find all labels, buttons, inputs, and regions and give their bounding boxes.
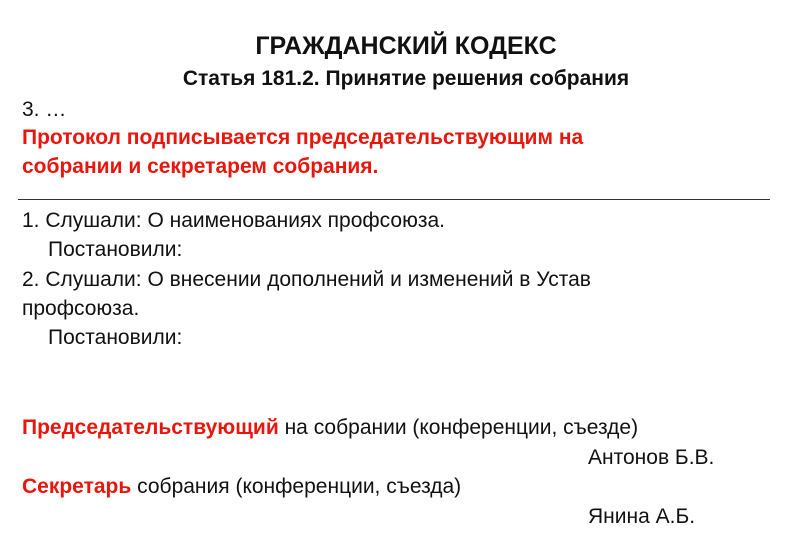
article-rule-line-2: собрании и секретарем собрания. xyxy=(22,155,379,178)
chair-name: Антонов Б.В. xyxy=(588,446,715,469)
agenda-item-2-heard-line-1: 2. Слушали: О внесении дополнений и изменений в Устав xyxy=(22,268,591,291)
agenda-item-2-heard-line-2: профсоюза. xyxy=(22,297,140,320)
agenda-item-1-heard: 1. Слушали: О наименованиях профсоюза. xyxy=(22,209,445,232)
secretary-signature-line xyxy=(22,475,461,499)
secretary-role-context: собрания (конференции, съезда) xyxy=(131,475,462,498)
article-heading: Статья 181.2. Принятие решения собрания xyxy=(182,67,630,90)
agenda-item-2-resolved: Постановили: xyxy=(48,326,183,349)
article-point-number: 3. … xyxy=(22,98,67,121)
secretary-role-label: Секретарь xyxy=(22,475,132,498)
secretary-name: Янина А.Б. xyxy=(588,505,696,528)
article-rule-line-1: Протокол подписывается председательствующим на xyxy=(22,126,584,149)
section-divider xyxy=(18,199,770,200)
chair-role-context: на собрании (конференции, съезде) xyxy=(278,416,639,439)
agenda-item-1-resolved: Постановили: xyxy=(48,238,183,261)
document-title: ГРАЖДАНСКИЙ КОДЕКС xyxy=(255,32,557,60)
chair-signature-line xyxy=(22,416,638,440)
chair-role-label: Председательствующий xyxy=(22,416,279,439)
